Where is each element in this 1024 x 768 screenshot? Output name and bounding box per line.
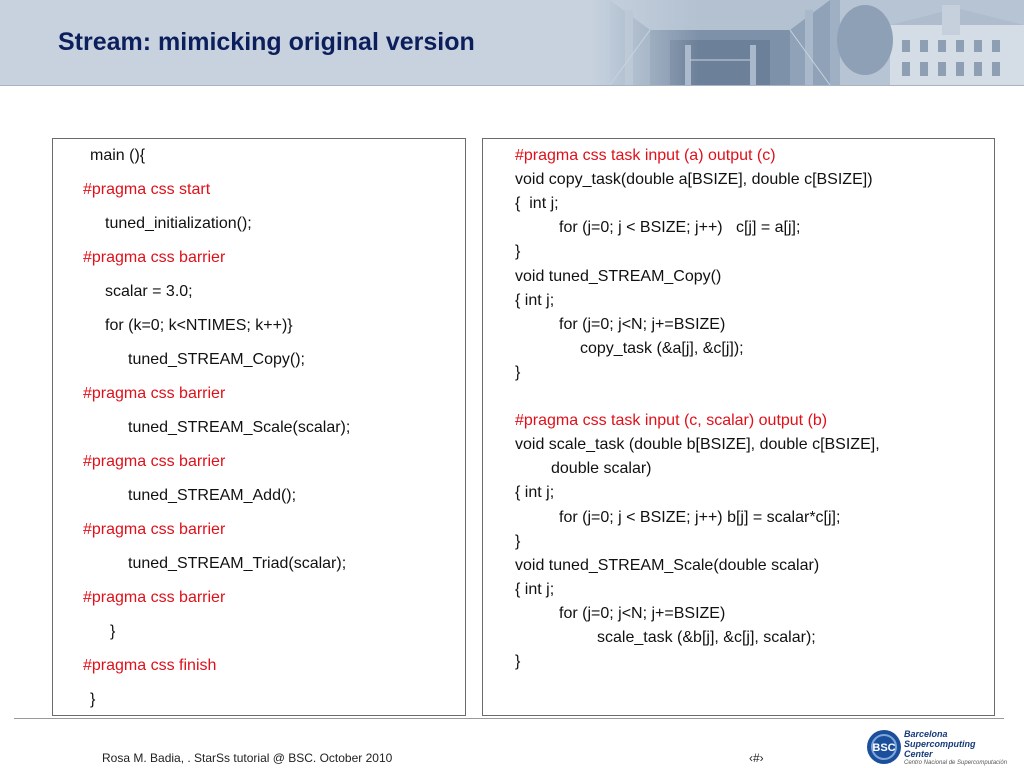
pragma-directive-line: #pragma css barrier bbox=[83, 453, 226, 470]
code-line: } bbox=[515, 532, 521, 550]
main-code-box bbox=[52, 138, 466, 716]
code-line: void tuned_STREAM_Copy() bbox=[515, 267, 722, 285]
code-line: double scalar) bbox=[551, 460, 652, 478]
svg-text:BSC: BSC bbox=[872, 742, 896, 754]
code-line: tuned_STREAM_Copy(); bbox=[128, 351, 305, 368]
bsc-logo bbox=[866, 727, 1016, 767]
footer-divider bbox=[14, 718, 1004, 719]
logo-line-4: Centro Nacional de Supercomputación bbox=[904, 760, 1008, 766]
pragma-directive-line: #pragma css barrier bbox=[83, 249, 226, 266]
code-line: } bbox=[515, 243, 521, 261]
code-line: scalar = 3.0; bbox=[105, 283, 193, 300]
code-line: } bbox=[90, 691, 96, 708]
code-line: } bbox=[110, 623, 116, 640]
bsc-logo-icon bbox=[866, 729, 902, 765]
logo-line-1: Barcelona bbox=[904, 729, 948, 739]
code-line: main (){ bbox=[90, 147, 146, 164]
pragma-directive-line: #pragma css finish bbox=[83, 657, 217, 674]
pragma-directive-line: #pragma css barrier bbox=[83, 521, 226, 538]
code-line: void copy_task(double a[BSIZE], double c[BSIZE]) bbox=[515, 171, 873, 189]
footer-author: Rosa M. Badia, . StarSs tutorial @ BSC. October 2010 bbox=[102, 751, 393, 765]
page-number: ‹#› bbox=[749, 751, 764, 765]
code-line: for (j=0; j<N; j+=BSIZE) bbox=[559, 604, 726, 622]
header-building-image bbox=[590, 0, 1024, 85]
pragma-directive-line: #pragma css barrier bbox=[83, 385, 226, 402]
pragma-directive-line: #pragma css start bbox=[83, 181, 211, 198]
code-line: for (j=0; j<N; j+=BSIZE) bbox=[559, 315, 726, 333]
code-line: void tuned_STREAM_Scale(double scalar) bbox=[515, 556, 820, 574]
logo-line-3: Center bbox=[904, 749, 933, 759]
task-code-box bbox=[482, 138, 995, 716]
code-line: for (j=0; j < BSIZE; j++) b[j] = scalar*c[j]; bbox=[559, 508, 841, 526]
code-line: tuned_STREAM_Add(); bbox=[128, 487, 297, 504]
slide-title: Stream: mimicking original version bbox=[58, 28, 475, 56]
pragma-directive-line: #pragma css barrier bbox=[83, 589, 226, 606]
code-line: for (k=0; k<NTIMES; k++)} bbox=[105, 317, 293, 334]
logo-line-2: Supercomputing bbox=[904, 739, 976, 749]
code-line: } bbox=[515, 363, 521, 381]
code-line: copy_task (&a[j], &c[j]); bbox=[580, 339, 744, 357]
pragma-directive-line: #pragma css task input (c, scalar) output (b) bbox=[515, 412, 828, 430]
slide-header bbox=[0, 0, 1024, 86]
code-line: { int j; bbox=[515, 195, 559, 213]
bsc-logo-text bbox=[904, 729, 1016, 768]
code-line: scale_task (&b[j], &c[j], scalar); bbox=[597, 629, 816, 646]
code-line: tuned_STREAM_Triad(scalar); bbox=[128, 555, 347, 572]
code-line: { int j; bbox=[515, 580, 555, 598]
code-line: for (j=0; j < BSIZE; j++) c[j] = a[j]; bbox=[559, 219, 801, 237]
code-line: } bbox=[515, 653, 521, 671]
code-line: void scale_task (double b[BSIZE], double c[BSIZE], bbox=[515, 436, 880, 454]
pragma-directive-line: #pragma css task input (a) output (c) bbox=[515, 147, 776, 164]
code-line: tuned_initialization(); bbox=[105, 215, 252, 232]
code-line: { int j; bbox=[515, 291, 555, 309]
code-line: tuned_STREAM_Scale(scalar); bbox=[128, 419, 351, 436]
code-line: { int j; bbox=[515, 484, 555, 502]
